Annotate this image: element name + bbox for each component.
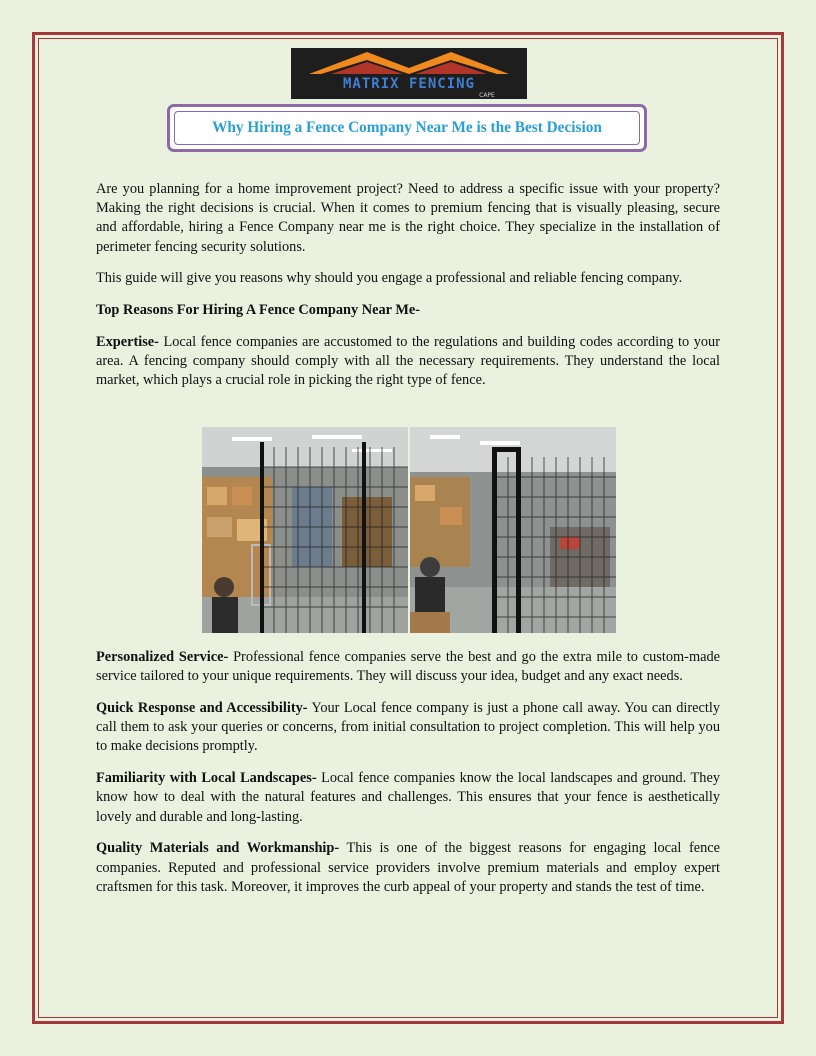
title-banner [167, 104, 647, 152]
logo-subtext: CAPE [479, 92, 495, 99]
reason-expertise: Expertise- Local fence companies are accustomed to the regulations and building codes according to your area. A fencing company should comply with all the necessary requirements. They understand the local market, which plays a crucial role in picking the right type of fence. [96, 334, 720, 389]
intro-paragraph-1: Are you planning for a home improvement project? Need to address a specific issue with your property? Making the right decisions is crucial. When it comes to premium fencing that is visually pleasing, secure and affordable, hiring a Fence Company near me is the right choice. They specialize in the installation of perimeter fencing security solutions. [96, 181, 720, 255]
photo-left [202, 427, 408, 633]
reason-personalized-service: Personalized Service- Professional fence companies serve the best and go the extra mile to custom-made service tailored to your unique requirements. They will discuss your idea, budget and any exact needs. [96, 649, 720, 685]
reason-quality-materials: Quality Materials and Workmanship- This is one of the biggest reasons for engaging local fence companies. Reputed and professional service providers involve premium materials and employ expert craftsmen for this task. Moreover, it improves the curb appeal of your property and stands the test of time. [96, 840, 720, 895]
reason-local-landscapes: Familiarity with Local Landscapes- Local fence companies know the local landscapes and ground. They know how to deal with the natural features and challenges. This ensures that your fence is aesthetically lovely and durable and long-lasting. [96, 770, 720, 825]
warehouse-fence-photos [202, 427, 616, 633]
section-heading: Top Reasons For Hiring A Fence Company Near Me- [96, 302, 421, 319]
reasons-section [96, 648, 720, 910]
intro-section [96, 180, 720, 403]
logo-text: MATRIX FENCING [342, 76, 476, 92]
page-title: Why Hiring a Fence Company Near Me is the Best Decision [212, 119, 602, 136]
company-logo [291, 48, 527, 99]
photo-right [410, 427, 616, 633]
reason-quick-response: Quick Response and Accessibility- Your Local fence company is just a phone call away. You can directly call them to ask your queries or concerns, from initial consultation to project completion. This will help you to make decisions promptly. [96, 700, 721, 755]
intro-paragraph-2: This guide will give you reasons why should you engage a professional and reliable fencing company. [96, 270, 683, 287]
